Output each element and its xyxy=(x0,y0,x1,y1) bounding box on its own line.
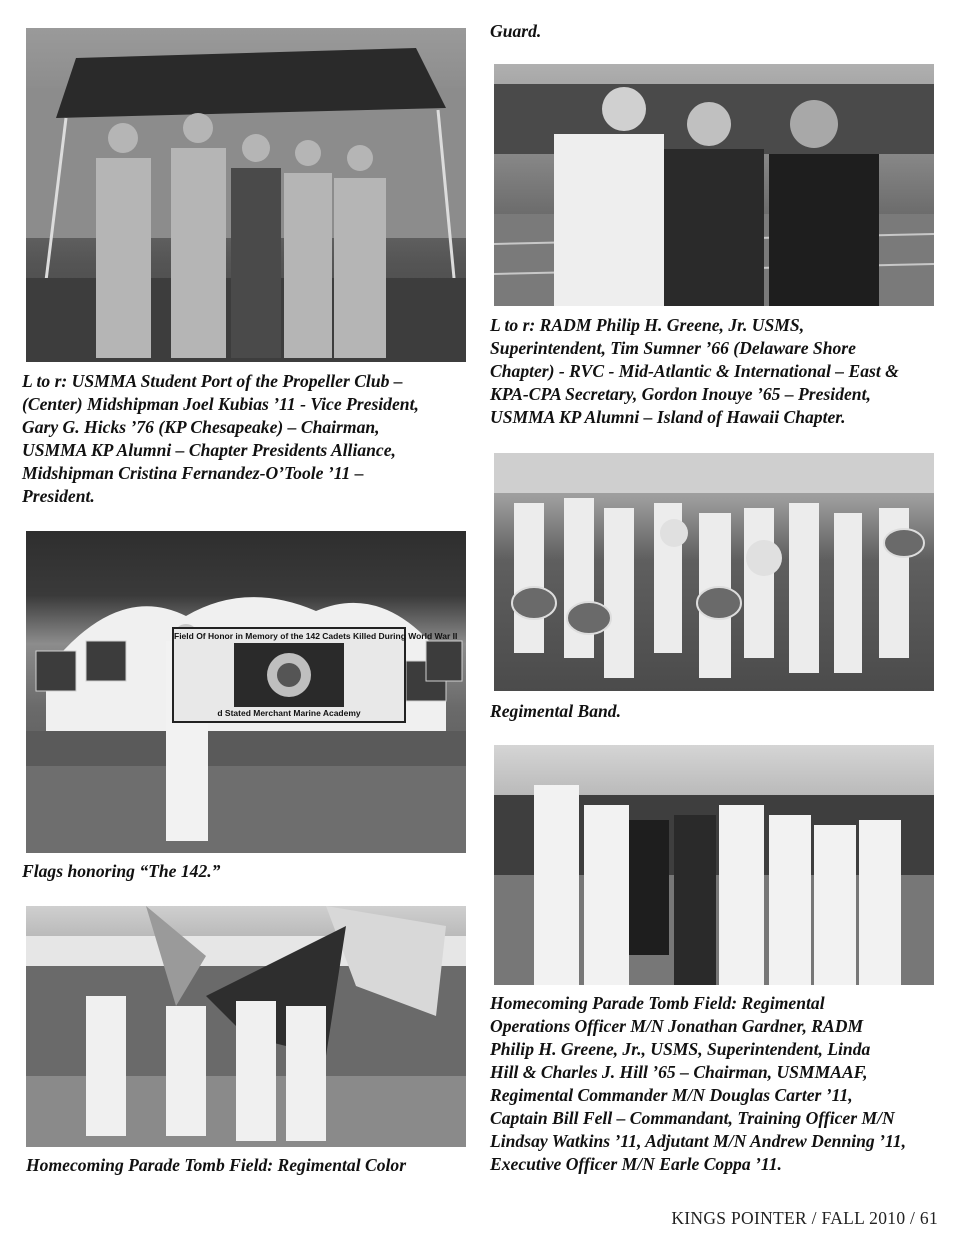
caption-line: Superintendent, Tim Sumner ’66 (Delaware Shore xyxy=(490,338,856,358)
caption-line: USMMA KP Alumni – Island of Hawaii Chapter. xyxy=(490,407,846,427)
caption-regimental-color xyxy=(26,1154,406,1177)
photo-tomb-field-group xyxy=(494,745,934,985)
caption-propeller-club xyxy=(22,370,419,508)
caption-flags xyxy=(22,860,220,883)
caption-tomb-field-group xyxy=(490,992,906,1176)
caption-line: Executive Officer M/N Earle Coppa ’11. xyxy=(490,1154,782,1174)
field-of-honor-banner xyxy=(172,627,458,723)
caption-line: Lindsay Watkins ’11, Adjutant M/N Andrew Denning ’11, xyxy=(490,1131,906,1151)
caption-line: Captain Bill Fell – Commandant, Training Officer M/N xyxy=(490,1108,895,1128)
banner-title: Field Of Honor in Memory of the 142 Cadets Killed During World War II xyxy=(174,631,458,641)
caption-radm-greene xyxy=(490,314,899,429)
caption-line: Midshipman Cristina Fernandez-O’Toole ’11 – xyxy=(22,463,364,483)
academy-seal-icon xyxy=(234,643,344,707)
caption-line: Operations Officer M/N Jonathan Gardner, RADM xyxy=(490,1016,864,1036)
caption-line: Regimental Band. xyxy=(490,701,621,721)
photo-propeller-club xyxy=(26,28,466,362)
page-footer: KINGS POINTER / FALL 2010 / 61 xyxy=(671,1208,938,1228)
caption-line: USMMA KP Alumni – Chapter Presidents Alliance, xyxy=(22,440,396,460)
caption-line: Guard. xyxy=(490,21,542,41)
banner-footer: d Stated Merchant Marine Academy xyxy=(217,708,361,718)
caption-line: Regimental Commander M/N Douglas Carter ’11, xyxy=(490,1085,853,1105)
caption-line: Homecoming Parade Tomb Field: Regimental Color xyxy=(26,1155,407,1175)
photo-field-of-honor xyxy=(26,531,466,853)
caption-line: KPA-CPA Secretary, Gordon Inouye ’65 – President, xyxy=(490,384,871,404)
caption-regimental-band xyxy=(490,700,621,723)
photo-regimental-color xyxy=(26,906,466,1147)
caption-line: Hill & Charles J. Hill ’65 – Chairman, USMMAAF, xyxy=(490,1062,868,1082)
caption-line: L to r: USMMA Student Port of the Propeller Club – xyxy=(22,371,403,391)
photo-regimental-band xyxy=(494,453,934,691)
caption-line: President. xyxy=(22,486,95,506)
caption-guard xyxy=(490,20,541,43)
caption-line: Flags honoring “The 142.” xyxy=(22,861,221,881)
caption-line: Homecoming Parade Tomb Field: Regimental xyxy=(490,993,825,1013)
caption-line: Gary G. Hicks ’76 (KP Chesapeake) – Chairman, xyxy=(22,417,380,437)
caption-line: Philip H. Greene, Jr., USMS, Superintendent, Linda xyxy=(490,1039,871,1059)
caption-line: L to r: RADM Philip H. Greene, Jr. USMS, xyxy=(490,315,805,335)
caption-line: (Center) Midshipman Joel Kubias ’11 - Vice President, xyxy=(22,394,419,414)
caption-line: Chapter) - RVC - Mid-Atlantic & International – East & xyxy=(490,361,899,381)
photo-radm-greene xyxy=(494,64,934,306)
